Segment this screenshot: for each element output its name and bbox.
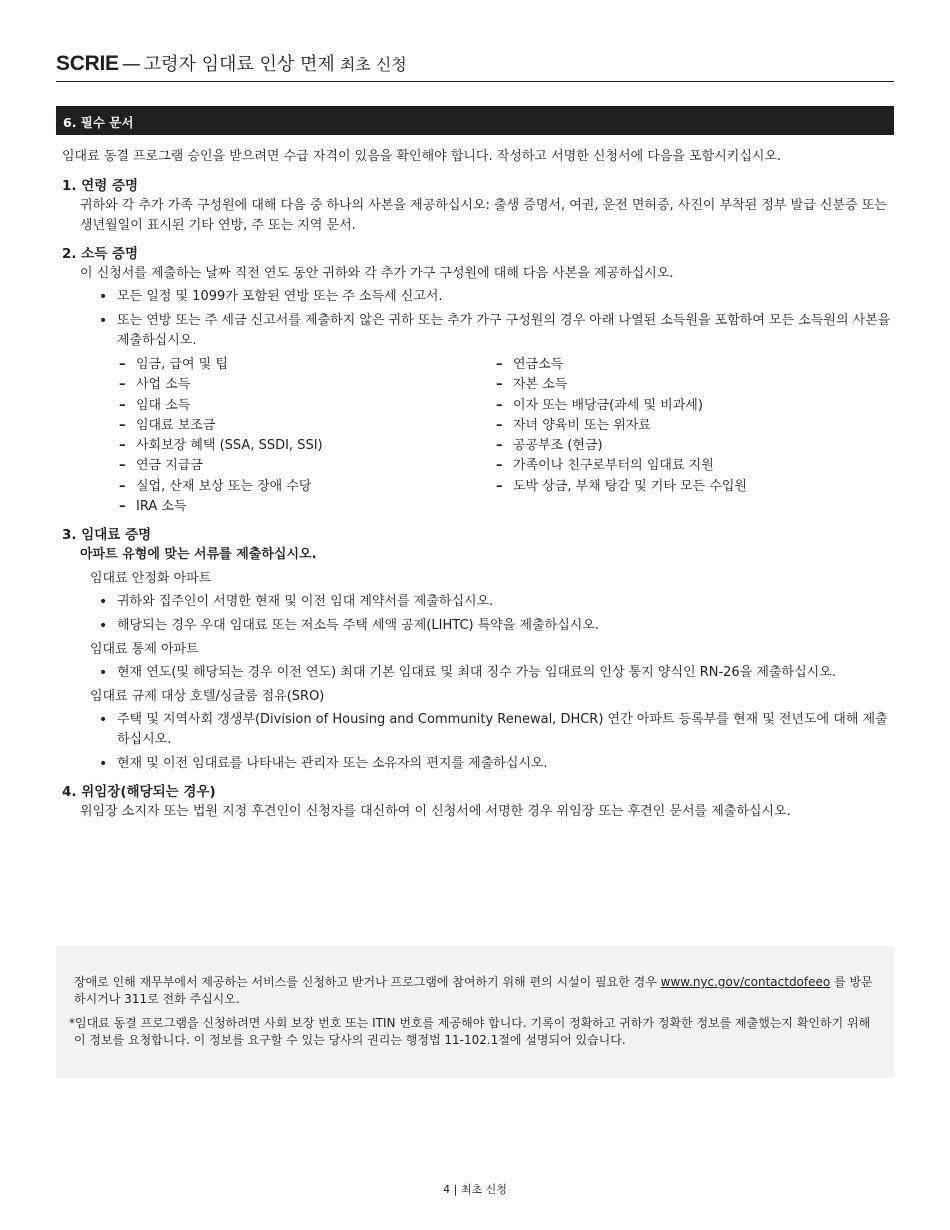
list-item: – 실업, 산재 보상 또는 장애 수당 [119, 477, 496, 497]
list-item: • 또는 연방 또는 주 세금 신고서를 제출하지 않은 귀하 또는 추가 가구 구성원의 경우 아래 나열된 소득원을 포함하여 모든 소득원의 사본을 제출하십시오. [99, 311, 896, 351]
accessibility-text-2: 를 방문하시거나 311로 전화 주십시오. [74, 975, 873, 1006]
document-body [62, 147, 896, 830]
list-item: • 현재 및 이전 임대료를 나타내는 관리자 또는 소유자의 편지를 제출하십시오. [99, 754, 896, 774]
list-item: – 임대 소득 [119, 396, 496, 416]
income-sources-right [496, 355, 873, 517]
rent-proof-section [62, 525, 896, 774]
header-dash: — [121, 53, 141, 75]
accessibility-text: 장애로 인해 재무부에서 제공하는 서비스를 신청하고 받거나 프로그램에 참여하기 위해 편의 시설이 필요한 경우 [74, 975, 657, 989]
income-proof-title: 2. 소득 증명 [62, 246, 139, 262]
list-item: – 연금 지급금 [119, 456, 496, 476]
list-item: – 가족이나 친구로부터의 임대료 지원 [496, 456, 873, 476]
rent-sro-bullets [62, 710, 896, 774]
income-proof-text: 이 신청서를 제출하는 날짜 직전 연도 동안 귀하와 각 추가 가구 구성원에 대해 다음 사본을 제공하십시오. [80, 266, 674, 281]
income-sources-left [119, 355, 496, 517]
header-subtitle: 고령자 임대료 인상 면제 [143, 54, 335, 75]
ssn-footnote: *임대료 동결 프로그램을 신청하려면 사회 보장 번호 또는 ITIN 번호를 제공해야 합니다. 기록이 정확하고 귀하가 정확한 정보를 제출했는지 확인하기 위해 이 정보를 요청합니다. 이 정보를 요구할 수 있는 당사의 권리는 행정법 11-102.1절에 설명되어 있습니다. [69, 1016, 871, 1047]
rent-controlled-bullets [62, 663, 896, 683]
poa-section [62, 782, 896, 822]
brand-title: SCRIE [56, 52, 119, 75]
section-title-bar: 6. 필수 문서 [56, 106, 894, 135]
list-item: – 임대료 보조금 [119, 416, 496, 436]
income-sources-columns [62, 355, 896, 517]
accessibility-notice [74, 974, 876, 1008]
list-item: – 사회보장 혜택 (SSA, SSDI, SSI) [119, 436, 496, 456]
list-item: – 임금, 급여 및 팁 [119, 355, 496, 375]
age-proof-text: 귀하와 각 추가 가족 구성원에 대해 다음 중 하나의 사본을 제공하십시오: 출생 증명서, 여권, 운전 면허증, 사진이 부착된 정부 발급 신분증 또는 생년월일이 표시된 기타 연방, 주 또는 지역 문서. [80, 198, 887, 233]
rent-proof-title: 3. 임대료 증명 [62, 527, 152, 544]
list-item: • 해당되는 경우 우대 임대료 또는 저소득 주택 세액 공제(LIHTC) 특약을 제출하십시오. [99, 616, 896, 636]
poa-title: 4. 위임장(해당되는 경우) [62, 784, 216, 801]
list-item: – 자녀 양육비 또는 위자료 [496, 416, 873, 436]
rent-category-sro: 임대료 규제 대상 호텔/싱글룸 점유(SRO) [90, 689, 325, 705]
list-item: • 현재 연도(및 해당되는 경우 이전 연도) 최대 기본 임대료 및 최대 징수 가능 임대료의 인상 통지 양식인 RN-26을 제출하십시오. [99, 663, 896, 683]
rent-category-controlled: 임대료 통제 아파트 [90, 642, 199, 658]
poa-text: 위임장 소지자 또는 법원 지정 후견인이 신청자를 대신하여 이 신청서에 서명한 경우 위임장 또는 후견인 문서를 제출하십시오. [80, 804, 791, 820]
footer-notice-box [56, 946, 894, 1078]
rent-stabilized-bullets [62, 592, 896, 636]
age-proof-title: 1. 연령 증명 [62, 178, 139, 194]
list-item: • 모든 일정 및 1099가 포함된 연방 또는 주 소득세 신고서. [99, 287, 896, 307]
list-item: – 도박 상금, 부채 탕감 및 기타 모든 수입원 [496, 477, 873, 497]
income-bullet-list [62, 287, 896, 351]
header-subtitle-2: 최초 신청 [339, 55, 407, 74]
section-intro: 임대료 동결 프로그램 승인을 받으려면 수급 자격이 있음을 확인해야 합니다. 작성하고 서명한 신청서에 다음을 포함시키십시오. [62, 149, 782, 164]
page-header [56, 50, 894, 82]
income-proof-section [62, 244, 896, 517]
list-item: • 주택 및 지역사회 갱생부(Division of Housing and Community Renewal, DHCR) 연간 아파트 등록부를 현재 및 전년도에 대해 제출하십시오. [99, 710, 896, 750]
rent-proof-subtitle: 아파트 유형에 맞는 서류를 제출하십시오. [80, 547, 317, 563]
list-item: – IRA 소득 [119, 497, 496, 517]
list-item: – 연금소득 [496, 355, 873, 375]
rent-category-stabilized: 임대료 안정화 아파트 [90, 571, 212, 587]
contact-link[interactable]: www.nyc.gov/contactdofeeo [660, 975, 831, 989]
list-item: – 공공부조 (현금) [496, 436, 873, 456]
list-item: – 자본 소득 [496, 375, 873, 395]
list-item: • 귀하와 집주인이 서명한 현재 및 이전 임대 계약서를 제출하십시오. [99, 592, 896, 612]
page-number: 4 | 최초 신청 [443, 1183, 507, 1196]
age-proof-section [62, 176, 896, 236]
list-item: – 사업 소득 [119, 375, 496, 395]
list-item: – 이자 또는 배당금(과세 및 비과세) [496, 396, 873, 416]
